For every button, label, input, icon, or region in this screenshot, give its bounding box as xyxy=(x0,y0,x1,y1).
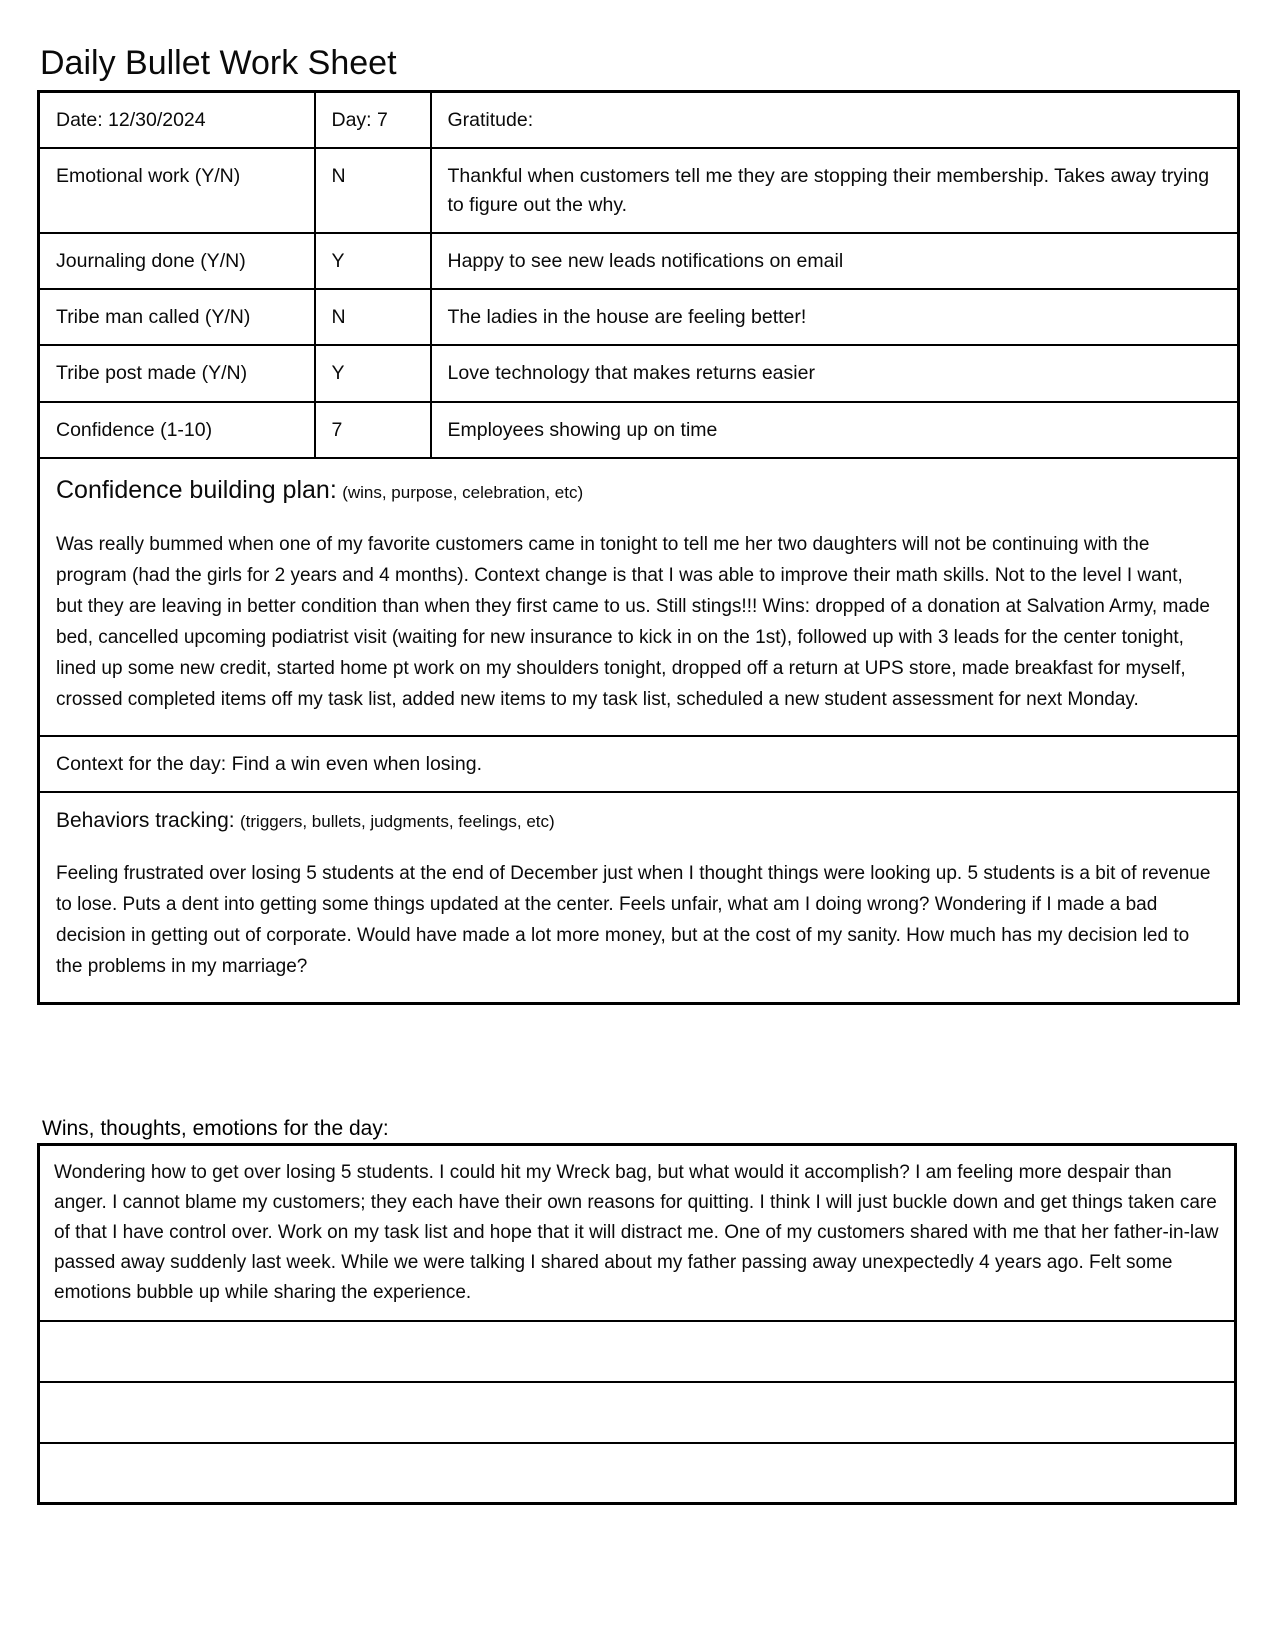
row-gratitude: The ladies in the house are feeling better! xyxy=(431,289,1239,345)
daily-tracker-table xyxy=(37,90,1240,1005)
table-header-row xyxy=(39,92,1239,149)
empty-cell xyxy=(39,1382,1236,1443)
confidence-plan-cell xyxy=(39,458,1239,736)
confidence-plan-heading: Confidence building plan: xyxy=(56,475,337,504)
empty-cell xyxy=(39,1443,1236,1504)
confidence-plan-body: Was really bummed when one of my favorite customers came in tonight to tell me her two daughters will not be continuing with the program (had the girls for 2 years and 4 months). Context change is that I was able to improve their math skills. Not to the level I want, but they are leaving in better condition than when they first came to us. Still stings!!! Wins: dropped of a donation at Salvation Army, made bed, cancelled upcoming podiatrist visit (waiting for new insurance to kick in on the 1st), followed up with 3 leads for the center tonight, lined up some new credit, started home pt work on my shoulders tonight, dropped off a return at UPS store, made breakfast for myself, crossed completed items off my task list, added new items to my task list, scheduled a new student assessment for next Monday. xyxy=(56,534,1210,710)
confidence-plan-row xyxy=(39,458,1239,736)
row-value: 7 xyxy=(315,402,431,458)
row-label: Journaling done (Y/N) xyxy=(39,233,315,289)
empty-cell xyxy=(39,1321,1236,1382)
row-gratitude: Love technology that makes returns easier xyxy=(431,345,1239,401)
row-gratitude: Happy to see new leads notifications on email xyxy=(431,233,1239,289)
table-row-emotional-work xyxy=(39,148,1239,233)
wins-section-heading: Wins, thoughts, emotions for the day: xyxy=(42,1116,389,1140)
table-row-tribe-post-made xyxy=(39,345,1239,401)
row-label: Tribe man called (Y/N) xyxy=(39,289,315,345)
behaviors-heading: Behaviors tracking: xyxy=(56,809,235,833)
behaviors-row xyxy=(39,792,1239,1003)
confidence-plan-heading-note: (wins, purpose, celebration, etc) xyxy=(342,482,584,502)
row-gratitude: Employees showing up on time xyxy=(431,402,1239,458)
page-title: Daily Bullet Work Sheet xyxy=(40,44,397,82)
row-gratitude: Thankful when customers tell me they are stopping their membership. Takes away trying to figure out the why. xyxy=(431,148,1239,233)
empty-row xyxy=(39,1382,1236,1443)
empty-row xyxy=(39,1443,1236,1504)
gratitude-header-cell: Gratitude: xyxy=(431,92,1239,149)
row-value: N xyxy=(315,148,431,233)
context-row xyxy=(39,736,1239,792)
row-label: Confidence (1-10) xyxy=(39,402,315,458)
wins-table xyxy=(37,1143,1237,1506)
wins-body-cell: Wondering how to get over losing 5 students. I could hit my Wreck bag, but what would it accomplish? I am feeling more despair than anger. I cannot blame my customers; they each have their own reasons for quitting. I think I will just buckle down and get things taken care of that I have control over. Work on my task list and hope that it will distract me. One of my customers shared with me that her father-in-law passed away suddenly last week. While we were talking I shared about my father passing away unexpectedly 4 years ago. Felt some emotions bubble up while sharing the experience. xyxy=(39,1144,1236,1321)
row-value: Y xyxy=(315,345,431,401)
row-value: Y xyxy=(315,233,431,289)
table-row-tribe-man-called xyxy=(39,289,1239,345)
row-value: N xyxy=(315,289,431,345)
row-label: Emotional work (Y/N) xyxy=(39,148,315,233)
table-row-journaling-done xyxy=(39,233,1239,289)
date-cell: Date: 12/30/2024 xyxy=(39,92,315,149)
empty-row xyxy=(39,1321,1236,1382)
day-cell: Day: 7 xyxy=(315,92,431,149)
wins-body-row xyxy=(39,1144,1236,1321)
behaviors-body: Feeling frustrated over losing 5 students at the end of December just when I thought things were looking up. 5 students is a bit of revenue to lose. Puts a dent into getting some things updated at the center. Feels unfair, what am I doing wrong? Wondering if I made a bad decision in getting out of corporate. Would have made a lot more money, but at the cost of my sanity. How much has my decision led to the problems in my marriage? xyxy=(56,862,1211,977)
behaviors-cell xyxy=(39,792,1239,1003)
row-label: Tribe post made (Y/N) xyxy=(39,345,315,401)
context-cell: Context for the day: Find a win even when losing. xyxy=(39,736,1239,792)
table-row-confidence xyxy=(39,402,1239,458)
behaviors-heading-note: (triggers, bullets, judgments, feelings, etc) xyxy=(240,812,555,832)
